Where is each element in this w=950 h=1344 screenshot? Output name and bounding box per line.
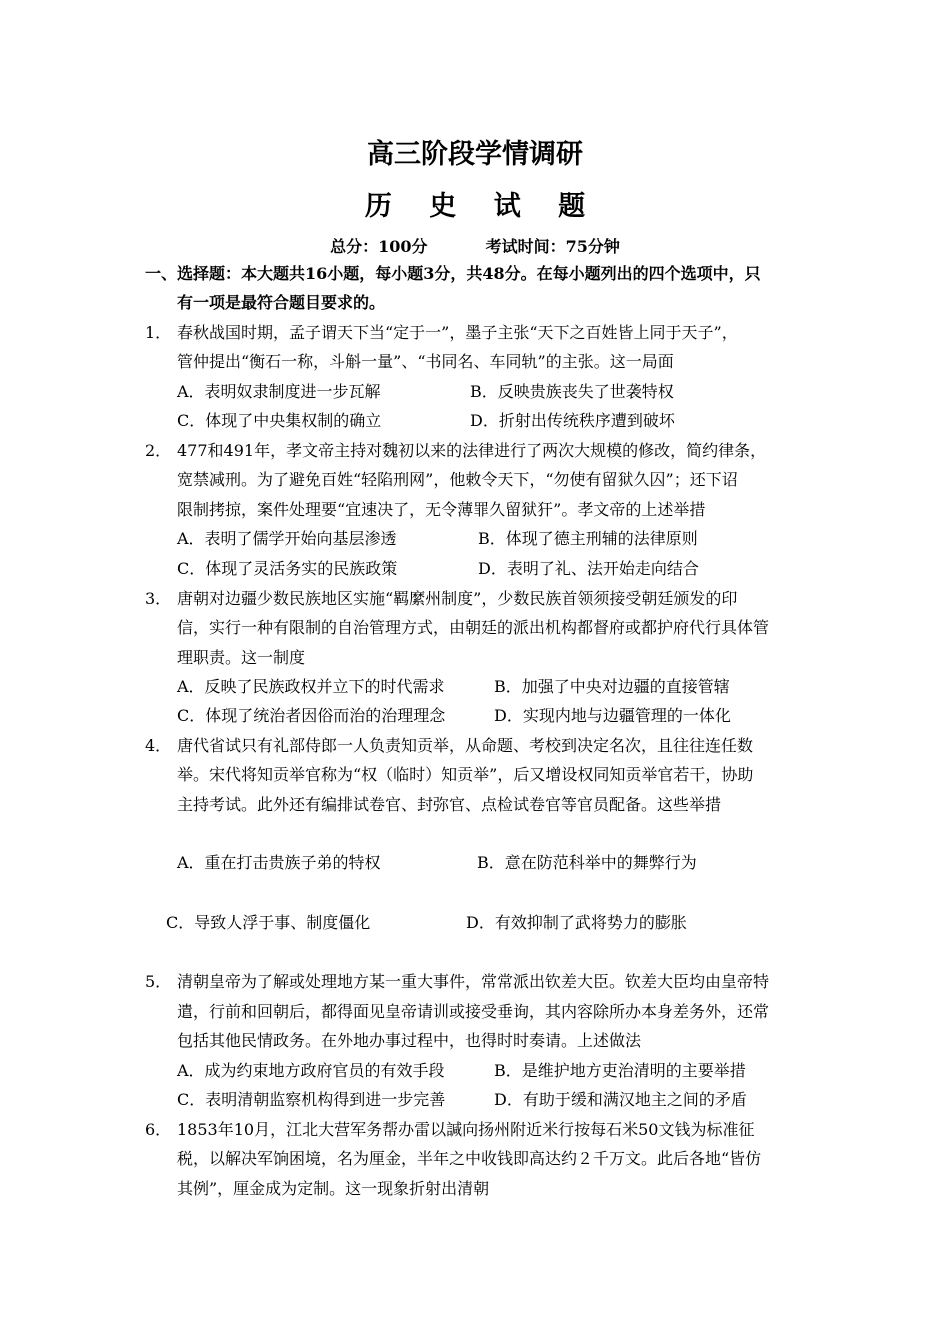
question-text-line: 477和491年，孝文帝主持对魏初以来的法律进行了两次大规模的修改，简约律条， bbox=[177, 441, 767, 460]
question-text-line: 信，实行一种有限制的自治管理方式，由朝廷的派出机构都督府或都护府代行具体管 bbox=[177, 618, 770, 637]
question-number: 2． bbox=[145, 441, 172, 460]
option-b: B．加强了中央对边疆的直接管辖 bbox=[494, 677, 730, 696]
exam-meta bbox=[0, 234, 950, 257]
question-text-line: 限制拷掠，案件处理要“宜速决了，无令薄罪久留狱犴”。孝文帝的上述举措 bbox=[177, 500, 706, 519]
option-a: A．表明了儒学开始向基层渗透 bbox=[177, 529, 397, 548]
question-text-line: 理职责。这一制度 bbox=[177, 648, 306, 667]
question-text-line: 主持考试。此外还有编排试卷官、封弥官、点检试卷官等官员配备。这些举措 bbox=[177, 795, 722, 814]
question-text-line: 1853年10月，江北大营军务帮办雷以諴向扬州附近米行按每石米50文钱为标准征 bbox=[177, 1120, 755, 1139]
question-text-line: 唐代省试只有礼部侍郎一人负责知贡举，从命题、考校到决定名次，且往往连任数 bbox=[177, 736, 754, 755]
question-text-line: 春秋战国时期，孟子谓天下当“定于一”，墨子主张“天下之百姓皆上同于天子”， bbox=[177, 323, 738, 342]
option-a: A．成为约束地方政府官员的有效手段 bbox=[177, 1061, 445, 1080]
option-c: C．导致人浮于事、制度僵化 bbox=[166, 913, 371, 932]
total-score: 总分：100分 bbox=[330, 237, 428, 256]
page-title: 高三阶段学情调研 bbox=[367, 139, 583, 170]
option-c: C．表明清朝监察机构得到进一步完善 bbox=[177, 1090, 446, 1109]
question-number: 5． bbox=[145, 972, 172, 991]
option-d: D．实现内地与边疆管理的一体化 bbox=[494, 706, 731, 725]
question-text-line: 唐朝对边疆少数民族地区实施“羁縻州制度”，少数民族首领须接受朝廷颁发的印 bbox=[177, 589, 738, 608]
option-c: C．体现了灵活务实的民族政策 bbox=[177, 559, 398, 578]
option-b: B．是维护地方吏治清明的主要举措 bbox=[494, 1061, 746, 1080]
exam-time: 考试时间：75分钟 bbox=[485, 237, 620, 256]
section-instruction-line1: 一、选择题：本大题共16小题，每小题3分，共48分。在每小题列出的四个选项中，只 bbox=[145, 264, 761, 283]
option-d: D．有助于缓和满汉地主之间的矛盾 bbox=[494, 1090, 747, 1109]
option-a: A．反映了民族政权并立下的时代需求 bbox=[177, 677, 445, 696]
question-text-line: 清朝皇帝为了解或处理地方某一重大事件，常常派出钦差大臣。钦差大臣均由皇帝特 bbox=[177, 972, 770, 991]
option-b: B．意在防范科举中的舞弊行为 bbox=[477, 853, 697, 872]
question-text-line: 遣，行前和回朝后，都得面见皇帝请训或接受垂询，其内容除所办本身差务外，还常 bbox=[177, 1002, 770, 1021]
question-number: 6． bbox=[145, 1120, 172, 1139]
question-text-line: 管仲提出“衡石一称，斗斛一量”、“书同名、车同轨”的主张。这一局面 bbox=[177, 352, 674, 371]
option-b: B．体现了德主刑辅的法律原则 bbox=[478, 529, 698, 548]
question-text-line: 举。宋代将知贡举官称为“权（临时）知贡举”，后又增设权同知贡举官若干，协助 bbox=[177, 765, 754, 784]
option-c: C．体现了中央集权制的确立 bbox=[177, 411, 382, 430]
question-text-line: 宽禁减刑。为了避免百姓“轻陷刑网”，他敕令天下，“勿使有留狱久囚”；还下诏 bbox=[177, 470, 738, 489]
option-c: C．体现了统治者因俗而治的治理理念 bbox=[177, 706, 446, 725]
question-number: 4． bbox=[145, 736, 172, 755]
option-b: B．反映贵族丧失了世袭特权 bbox=[470, 382, 674, 401]
question-text-line: 其例”，厘金成为定制。这一现象折射出清朝 bbox=[177, 1179, 490, 1198]
question-text-line: 包括其他民情政务。在外地办事过程中，也得时时奏请。上述做法 bbox=[177, 1031, 642, 1050]
option-a: A．表明奴隶制度进一步瓦解 bbox=[177, 382, 381, 401]
section-instruction-line2: 有一项是最符合题目要求的。 bbox=[177, 293, 386, 312]
question-number: 3． bbox=[145, 589, 172, 608]
option-a: A．重在打击贵族子弟的特权 bbox=[177, 853, 381, 872]
question-text-line: 税，以解决军饷困境，名为厘金，半年之中收钱即高达约２千万文。此后各地“皆仿 bbox=[177, 1149, 762, 1168]
option-d: D．折射出传统秩序遭到破坏 bbox=[470, 411, 675, 430]
option-d: D．表明了礼、法开始走向结合 bbox=[478, 559, 699, 578]
subject-title: 历 史 试 题 bbox=[364, 191, 600, 222]
option-d: D．有效抑制了武将势力的膨胀 bbox=[466, 913, 687, 932]
question-number: 1． bbox=[145, 323, 172, 342]
